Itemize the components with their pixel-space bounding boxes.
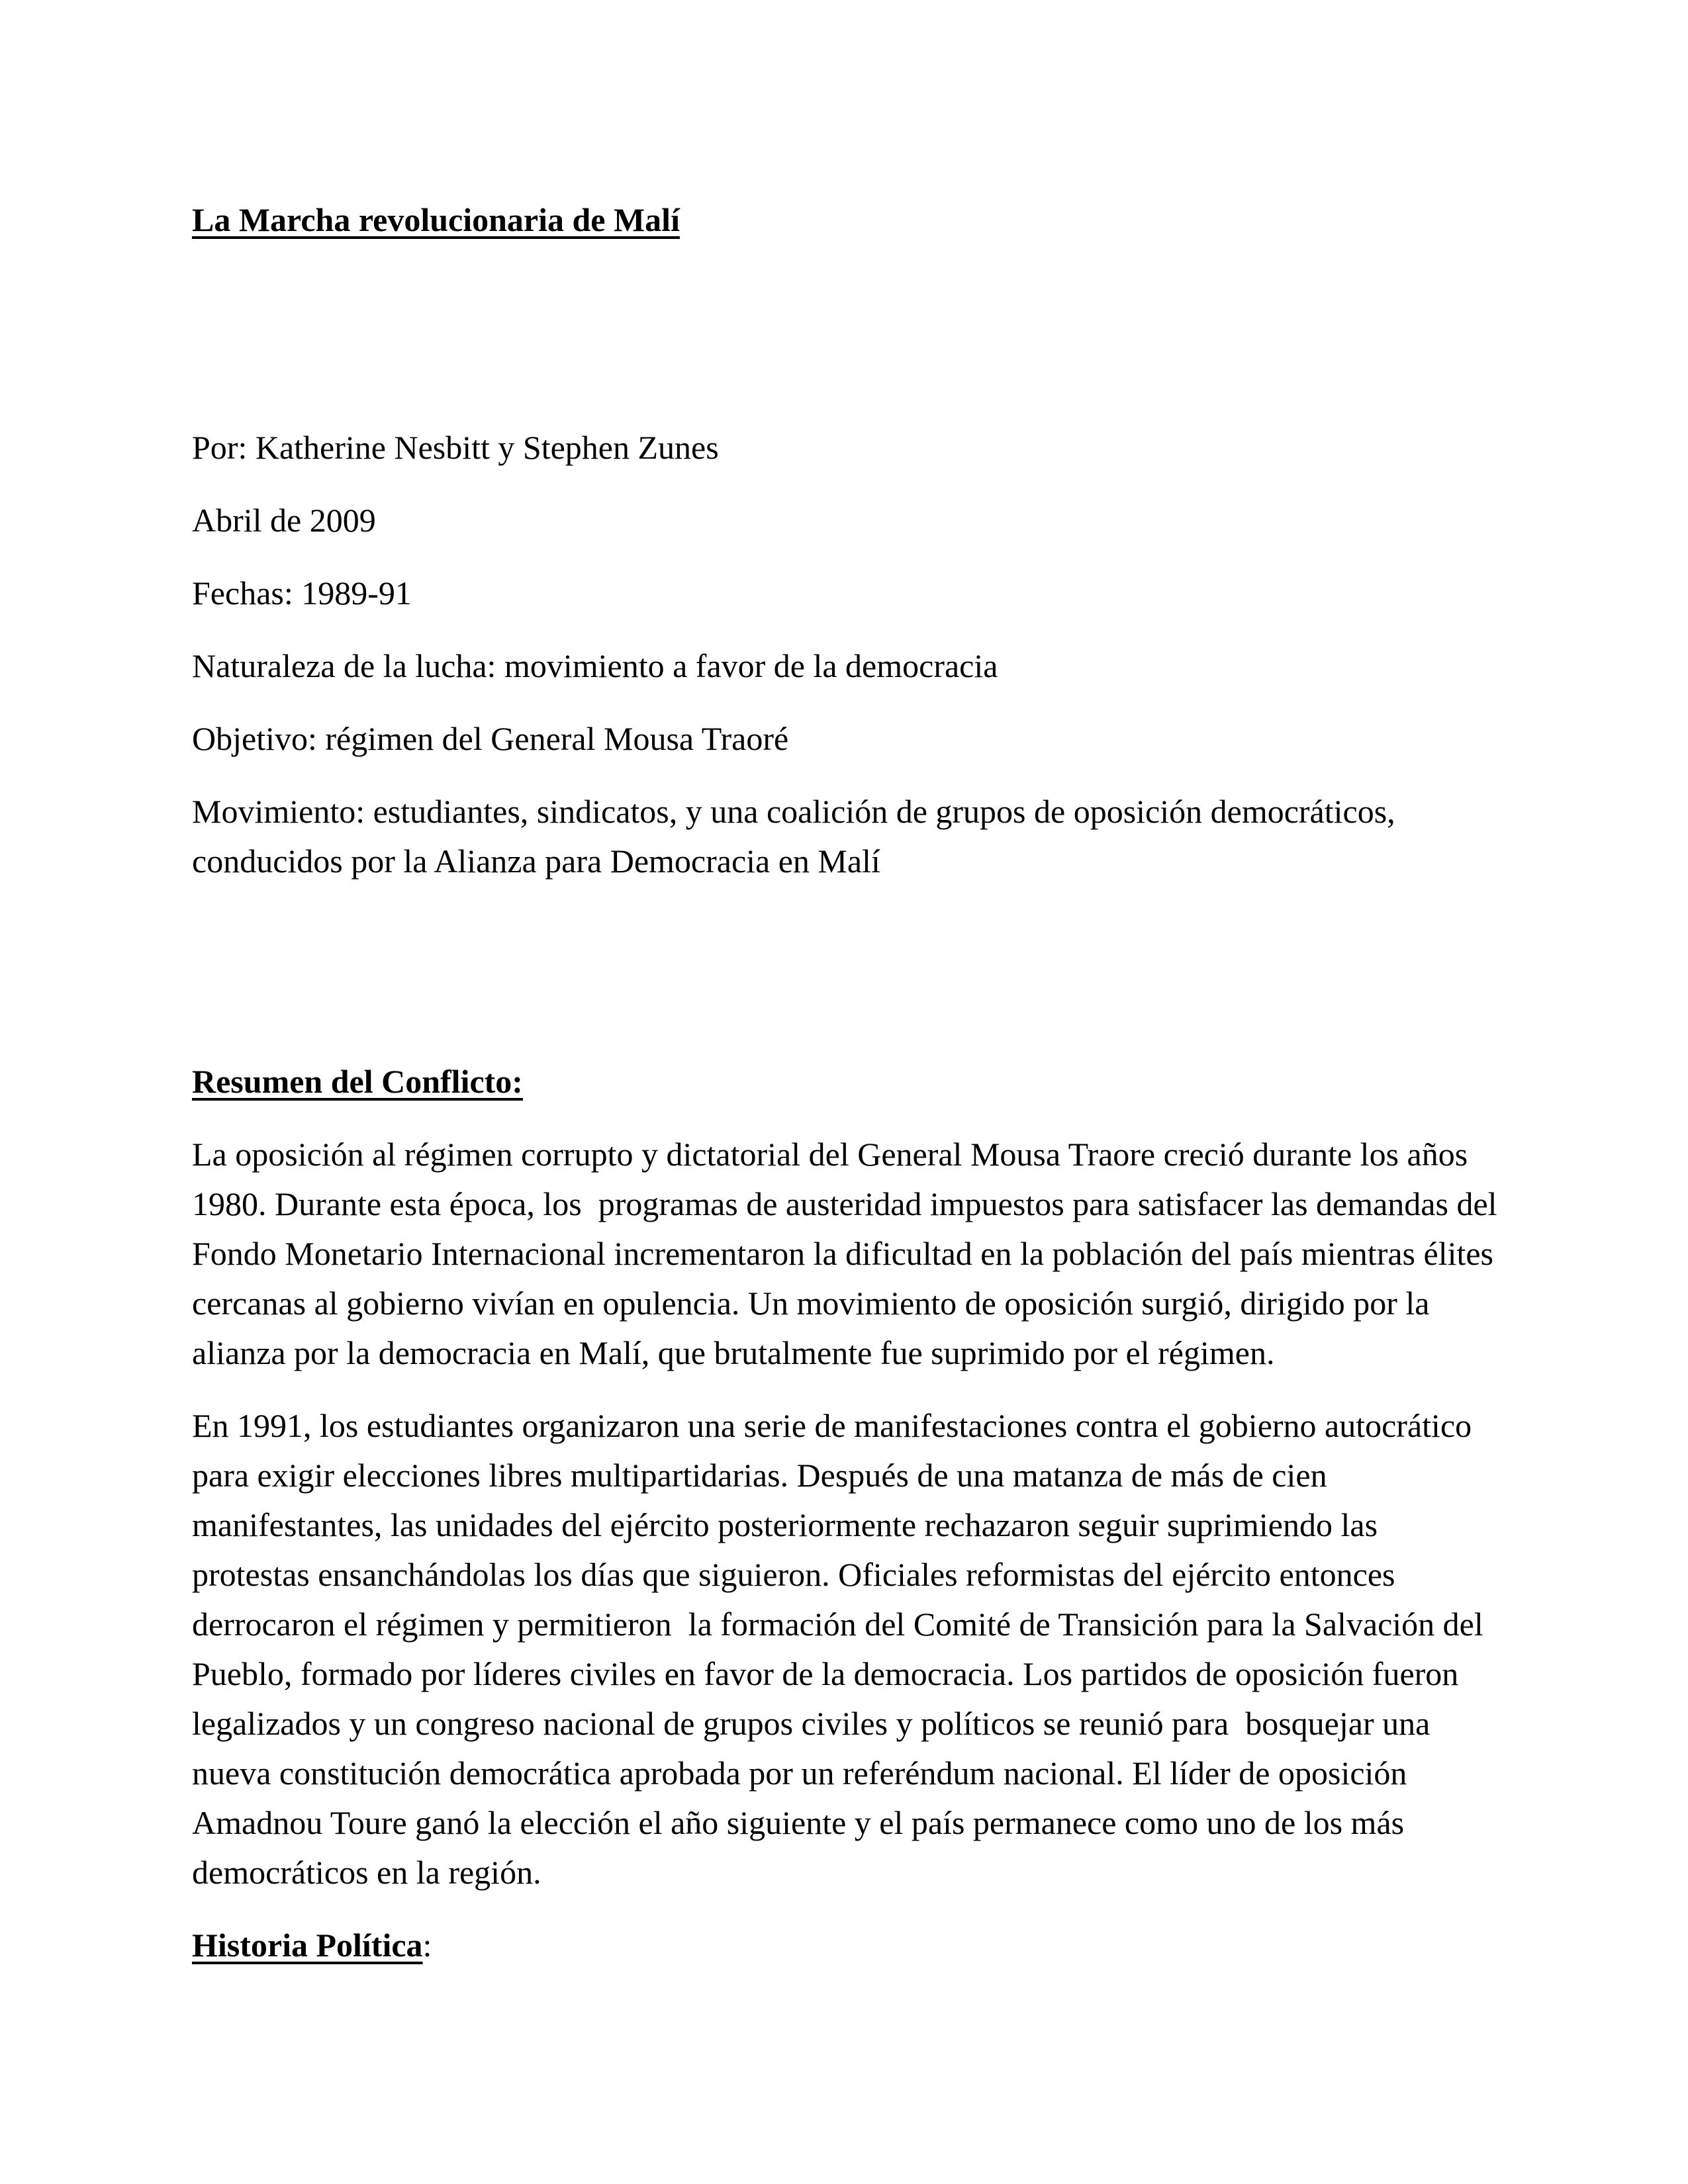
- byline: Por: Katherine Nesbitt y Stephen Zunes: [192, 429, 719, 466]
- objective: Objetivo: régimen del General Mousa Traoré: [192, 720, 789, 757]
- section-heading-historia-text: Historia Política: [192, 1927, 423, 1964]
- section-heading-historia-colon: :: [422, 1927, 432, 1964]
- paragraph-conflict-summary-1: La oposición al régimen corrupto y dictatorial del General Mousa Traore creció durante los años 1980. Durante esta época, los programas de austeridad impuestos para satisfacer las demandas del Fondo Monetario Internacional incrementaron la dificultad en la población del país mientras élites cercanas al gobierno vivían en opulencia. Un movimiento de oposición surgió, dirigido por la alianza por la democracia en Malí, que brutalmente fue suprimido por el régimen.: [192, 1136, 1506, 1371]
- movement: Movimiento: estudiantes, sindicatos, y una coalición de grupos de oposición democráticos, conducidos por la Alianza para Democracia en Malí: [192, 793, 1404, 880]
- page-title: [192, 195, 1503, 245]
- section-heading-resumen-text: Resumen del Conflicto:: [192, 1063, 523, 1100]
- publication-date: Abril de 2009: [192, 502, 376, 539]
- section-heading-historia: [192, 1921, 1503, 1970]
- conflict-dates: Fechas: 1989-91: [192, 574, 412, 612]
- struggle-nature: Naturaleza de la lucha: movimiento a favor de la democracia: [192, 647, 998, 684]
- paragraph-conflict-summary-2: En 1991, los estudiantes organizaron una serie de manifestaciones contra el gobierno autocrático para exigir elecciones libres multipartidarias. Después de una matanza de más de cien manifestantes, las unidades del ejército posteriormente rechazaron seguir suprimiendo las protestas ensanchándolas los días que siguieron. Oficiales reformistas del ejército entonces derrocaron el régimen y permitieron la formación del Comité de Transición para la Salvación del Pueblo, formado por líderes civiles en favor de la democracia. Los partidos de oposición fueron legalizados y un congreso nacional de grupos civiles y políticos se reunió para bosquejar una nueva constitución democrática aprobada por un referéndum nacional. El líder de oposición Amadnou Toure ganó la elección el año siguiente y el país permanece como uno de los más democráticos en la región.: [192, 1407, 1492, 1891]
- section-heading-resumen: [192, 1057, 1503, 1107]
- metadata-block: [192, 423, 1503, 886]
- page-title-text: La Marcha revolucionaria de Malí: [192, 201, 680, 238]
